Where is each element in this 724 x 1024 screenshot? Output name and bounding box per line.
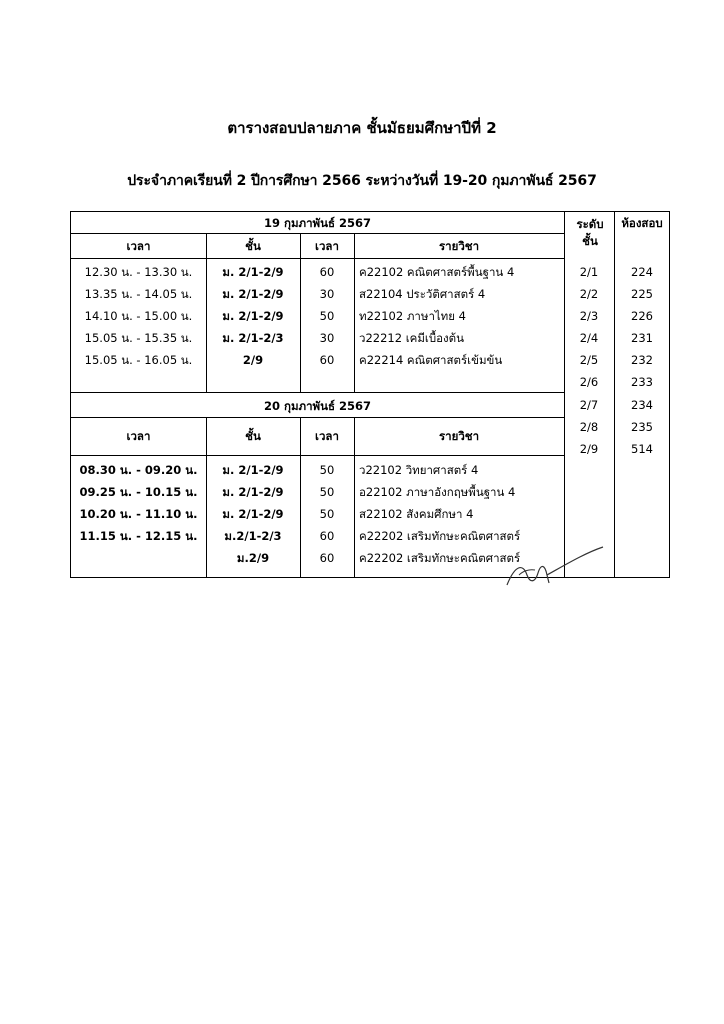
day2-row-3-time: 10.20 น. - 11.10 น. bbox=[79, 507, 198, 521]
exam-schedule-table bbox=[70, 211, 670, 578]
header-level: ระดับ ชั้น bbox=[576, 217, 604, 248]
day2-row-3-class: ม. 2/1-2/9 bbox=[222, 507, 284, 521]
rule-day2-header bbox=[71, 455, 564, 456]
day1-row-3-subject: ท22102 ภาษาไทย 4 bbox=[359, 309, 466, 323]
day2-date-label: 20 กุมภาพันธ์ 2567 bbox=[263, 399, 372, 413]
day2-row-4-subject: ค22202 เสริมทักษะคณิตศาสตร์ bbox=[359, 529, 521, 543]
day1-row-1-subject: ค22102 คณิตศาสตร์พื้นฐาน 4 bbox=[359, 265, 515, 279]
room-row-4-room: 231 bbox=[631, 331, 653, 345]
day1-row-4-duration: 30 bbox=[319, 331, 335, 345]
day2-row-2-class: ม. 2/1-2/9 bbox=[222, 485, 284, 499]
header-room: ห้องสอบ bbox=[621, 216, 663, 230]
room-row-9-level: 2/9 bbox=[579, 442, 599, 456]
header-class: ชั้น bbox=[245, 239, 261, 253]
document-subtitle: ประจำภาคเรียนที่ 2 ปีการศึกษา 2566 ระหว่างวันที่ 19-20 กุมภาพันธ์ 2567 bbox=[127, 173, 597, 189]
rule-day1-date bbox=[71, 233, 564, 234]
room-row-6-room: 233 bbox=[631, 375, 653, 389]
day2-row-1-class: ม. 2/1-2/9 bbox=[222, 463, 284, 477]
header-time-2: เวลา bbox=[126, 429, 151, 443]
day2-row-1-duration: 50 bbox=[319, 463, 335, 477]
day2-row-4-time: 11.15 น. - 12.15 น. bbox=[79, 529, 198, 543]
day1-row-4-subject: ว22212 เคมีเบื้องต้น bbox=[359, 331, 464, 345]
rule-day1-header bbox=[71, 258, 564, 259]
day1-row-5-class: 2/9 bbox=[242, 353, 264, 367]
header-class-2: ชั้น bbox=[245, 429, 261, 443]
col-divider-duration bbox=[354, 234, 355, 392]
day2-row-3-duration: 50 bbox=[319, 507, 335, 521]
day1-row-1-time: 12.30 น. - 13.30 น. bbox=[84, 265, 193, 279]
room-row-2-room: 225 bbox=[631, 287, 653, 301]
room-row-1-room: 224 bbox=[631, 265, 653, 279]
day2-row-2-duration: 50 bbox=[319, 485, 335, 499]
header-duration: เวลา bbox=[315, 239, 339, 253]
room-row-6-level: 2/6 bbox=[579, 375, 599, 389]
room-row-9-room: 514 bbox=[631, 442, 653, 456]
day2-row-5-class: ม.2/9 bbox=[236, 551, 270, 565]
rule-day2-top bbox=[71, 392, 564, 393]
day1-row-2-time: 13.35 น. - 14.05 น. bbox=[84, 287, 193, 301]
day2-row-1-time: 08.30 น. - 09.20 น. bbox=[79, 463, 198, 477]
room-row-8-room: 235 bbox=[631, 420, 653, 434]
day1-row-5-time: 15.05 น. - 16.05 น. bbox=[84, 353, 193, 367]
day2-row-1-subject: ว22102 วิทยาศาสตร์ 4 bbox=[359, 463, 479, 477]
day2-row-3-subject: ส22102 สังคมศึกษา 4 bbox=[359, 507, 474, 521]
day2-row-5-subject: ค22202 เสริมทักษะคณิตศาสตร์ bbox=[359, 551, 521, 565]
day1-row-4-time: 15.05 น. - 15.35 น. bbox=[84, 331, 193, 345]
day2-row-4-class: ม.2/1-2/3 bbox=[224, 529, 282, 543]
day1-row-2-duration: 30 bbox=[319, 287, 335, 301]
day1-date-label: 19 กุมภาพันธ์ 2567 bbox=[263, 216, 372, 230]
room-row-3-level: 2/3 bbox=[579, 309, 599, 323]
room-row-4-level: 2/4 bbox=[579, 331, 599, 345]
day1-row-4-class: ม. 2/1-2/3 bbox=[222, 331, 284, 345]
day2-row-2-subject: อ22102 ภาษาอังกฤษพื้นฐาน 4 bbox=[359, 485, 516, 499]
handwritten-signature bbox=[505, 545, 605, 590]
header-subject-2: รายวิชา bbox=[438, 429, 480, 443]
day2-row-5-duration: 60 bbox=[319, 551, 335, 565]
rule-day2-date bbox=[71, 417, 564, 418]
day1-row-5-duration: 60 bbox=[319, 353, 335, 367]
room-row-2-level: 2/2 bbox=[579, 287, 599, 301]
document-title: ตารางสอบปลายภาค ชั้นมัธยมศึกษาปีที่ 2 bbox=[227, 119, 497, 137]
room-row-8-level: 2/8 bbox=[579, 420, 599, 434]
day1-row-3-duration: 50 bbox=[319, 309, 335, 323]
room-row-5-level: 2/5 bbox=[579, 353, 599, 367]
day1-row-3-class: ม. 2/1-2/9 bbox=[222, 309, 284, 323]
day1-row-3-time: 14.10 น. - 15.00 น. bbox=[84, 309, 193, 323]
room-row-7-level: 2/7 bbox=[579, 398, 599, 412]
room-row-7-room: 234 bbox=[631, 398, 653, 412]
header-duration-2: เวลา bbox=[315, 429, 339, 443]
header-time: เวลา bbox=[126, 239, 151, 253]
header-subject: รายวิชา bbox=[438, 239, 480, 253]
room-row-1-level: 2/1 bbox=[579, 265, 599, 279]
day2-row-4-duration: 60 bbox=[319, 529, 335, 543]
day1-row-2-class: ม. 2/1-2/9 bbox=[222, 287, 284, 301]
day1-row-2-subject: ส22104 ประวัติศาสตร์ 4 bbox=[359, 287, 486, 301]
day1-row-5-subject: ค22214 คณิตศาสตร์เข้มข้น bbox=[359, 353, 503, 367]
room-row-3-room: 226 bbox=[631, 309, 653, 323]
day2-row-2-time: 09.25 น. - 10.15 น. bbox=[79, 485, 198, 499]
room-row-5-room: 232 bbox=[631, 353, 653, 367]
day1-row-1-class: ม. 2/1-2/9 bbox=[222, 265, 284, 279]
day1-row-1-duration: 60 bbox=[319, 265, 335, 279]
